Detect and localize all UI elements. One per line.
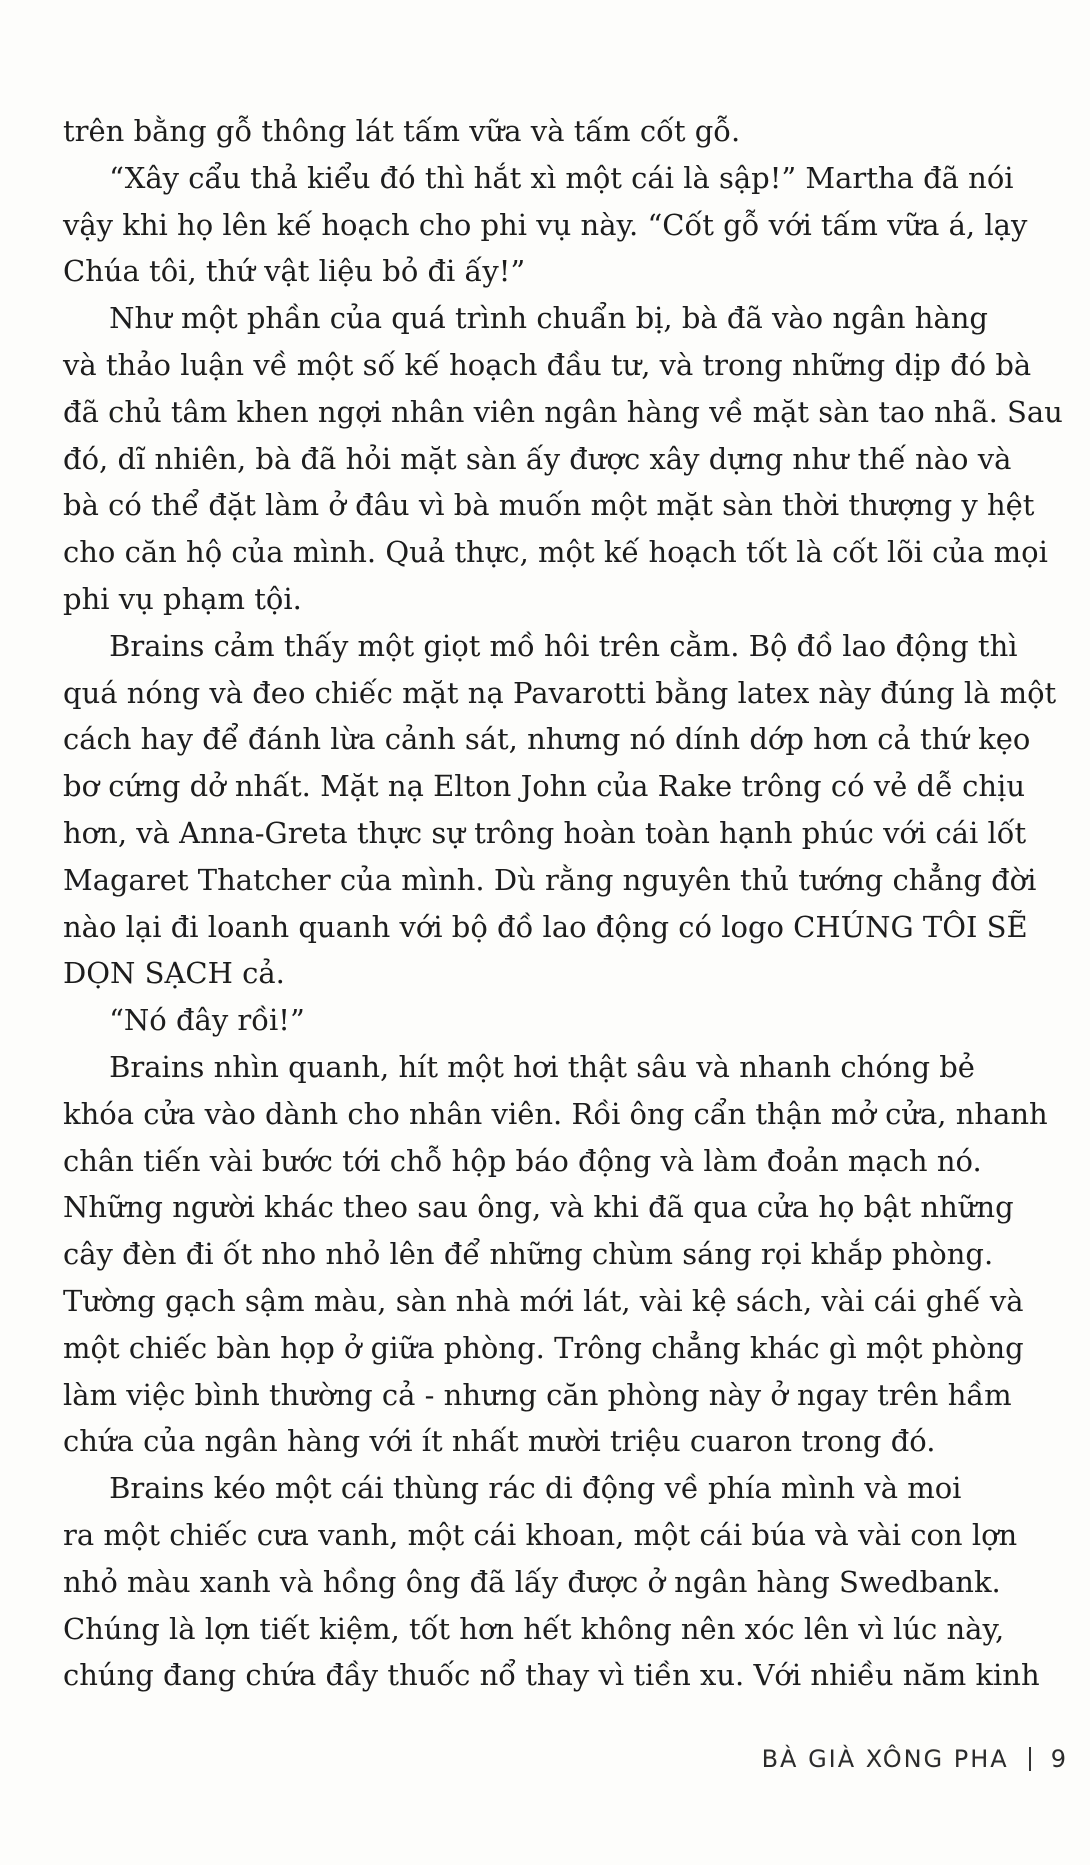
text-line-6: và thảo luận về một số kế hoạch đầu tư, và trong những dịp đó bà (63, 347, 1032, 382)
text-line-23: chân tiến vài bước tới chỗ hộp báo động và làm đoản mạch nó. (63, 1143, 982, 1178)
text-line-12: Brains cảm thấy một giọt mồ hôi trên cằm. Bộ đồ lao động thì (63, 628, 1018, 663)
text-line-16: hơn, và Anna-Greta thực sự trông hoàn toàn hạnh phúc với cái lốt (63, 815, 1027, 850)
text-line-28: làm việc bình thường cả - nhưng căn phòng này ở ngay trên hầm (63, 1377, 1012, 1412)
text-line-10: cho căn hộ của mình. Quả thực, một kế hoạch tốt là cốt lõi của mọi (63, 535, 1048, 570)
text-line-32: nhỏ màu xanh và hồng ông đã lấy được ở ngân hàng Swedbank. (63, 1564, 1001, 1599)
text-line-33: Chúng là lợn tiết kiệm, tốt hơn hết không nên xóc lên vì lúc này, (63, 1611, 1005, 1646)
text-line-5: Như một phần của quá trình chuẩn bị, bà đã vào ngân hàng (63, 301, 988, 336)
text-line-21: Brains nhìn quanh, hít một hơi thật sâu và nhanh chóng bẻ (63, 1049, 975, 1084)
text-line-29: chứa của ngân hàng với ít nhất mười triệu cuaron trong đó. (63, 1424, 936, 1459)
text-line-1: trên bằng gỗ thông lát tấm vữa và tấm cốt gỗ. (63, 114, 741, 148)
text-line-31: ra một chiếc cưa vanh, một cái khoan, một cái búa và vài con lợn (63, 1517, 1018, 1552)
text-line-24: Những người khác theo sau ông, và khi đã qua cửa họ bật những (63, 1190, 1014, 1225)
text-line-9: bà có thể đặt làm ở đâu vì bà muốn một mặt sàn thời thượng y hệt (63, 488, 1035, 523)
running-title: BÀ GIÀ XÔNG PHA (761, 1745, 1009, 1773)
text-line-8: đó, dĩ nhiên, bà đã hỏi mặt sàn ấy được xây dựng như thế nào và (63, 441, 1012, 476)
text-line-19: DỌN SẠCH cả. (63, 956, 285, 991)
text-line-11: phi vụ phạm tội. (63, 581, 302, 616)
text-line-3: vậy khi họ lên kế hoạch cho phi vụ này. “Cốt gỗ với tấm vữa á, lạy (63, 207, 1028, 242)
text-line-15: bơ cứng dở nhất. Mặt nạ Elton John của Rake trông có vẻ dễ chịu (63, 769, 1026, 804)
footer-divider (1029, 1747, 1031, 1771)
text-line-20: “Nó đây rồi!” (63, 1003, 305, 1038)
text-line-4: Chúa tôi, thứ vật liệu bỏ đi ấy!” (63, 254, 526, 289)
text-line-27: một chiếc bàn họp ở giữa phòng. Trông chẳng khác gì một phòng (63, 1330, 1024, 1365)
page-footer (762, 1745, 1068, 1773)
text-line-14: cách hay để đánh lừa cảnh sát, nhưng nó dính dớp hơn cả thứ kẹo (63, 722, 1031, 757)
text-line-30: Brains kéo một cái thùng rác di động về phía mình và moi (63, 1471, 962, 1506)
text-line-18: nào lại đi loanh quanh với bộ đồ lao động có logo CHÚNG TÔI SẼ (63, 909, 1028, 944)
text-line-2: “Xây cẩu thả kiểu đó thì hắt xì một cái là sập!” Martha đã nói (63, 160, 1014, 195)
page-body (63, 108, 1063, 1699)
text-line-7: đã chủ tâm khen ngợi nhân viên ngân hàng về mặt sàn tao nhã. Sau (63, 394, 1063, 429)
text-line-22: khóa cửa vào dành cho nhân viên. Rồi ông cẩn thận mở cửa, nhanh (63, 1096, 1048, 1131)
text-line-26: Tường gạch sậm màu, sàn nhà mới lát, vài kệ sách, vài cái ghế và (63, 1283, 1024, 1318)
page-number: 9 (1050, 1745, 1068, 1773)
text-line-17: Magaret Thatcher của mình. Dù rằng nguyên thủ tướng chẳng đời (63, 862, 1037, 897)
text-line-34: chúng đang chứa đầy thuốc nổ thay vì tiền xu. Với nhiều năm kinh (63, 1658, 1040, 1693)
text-line-25: cây đèn đi ốt nho nhỏ lên để những chùm sáng rọi khắp phòng. (63, 1237, 994, 1272)
text-line-13: quá nóng và đeo chiếc mặt nạ Pavarotti bằng latex này đúng là một (63, 675, 1057, 710)
